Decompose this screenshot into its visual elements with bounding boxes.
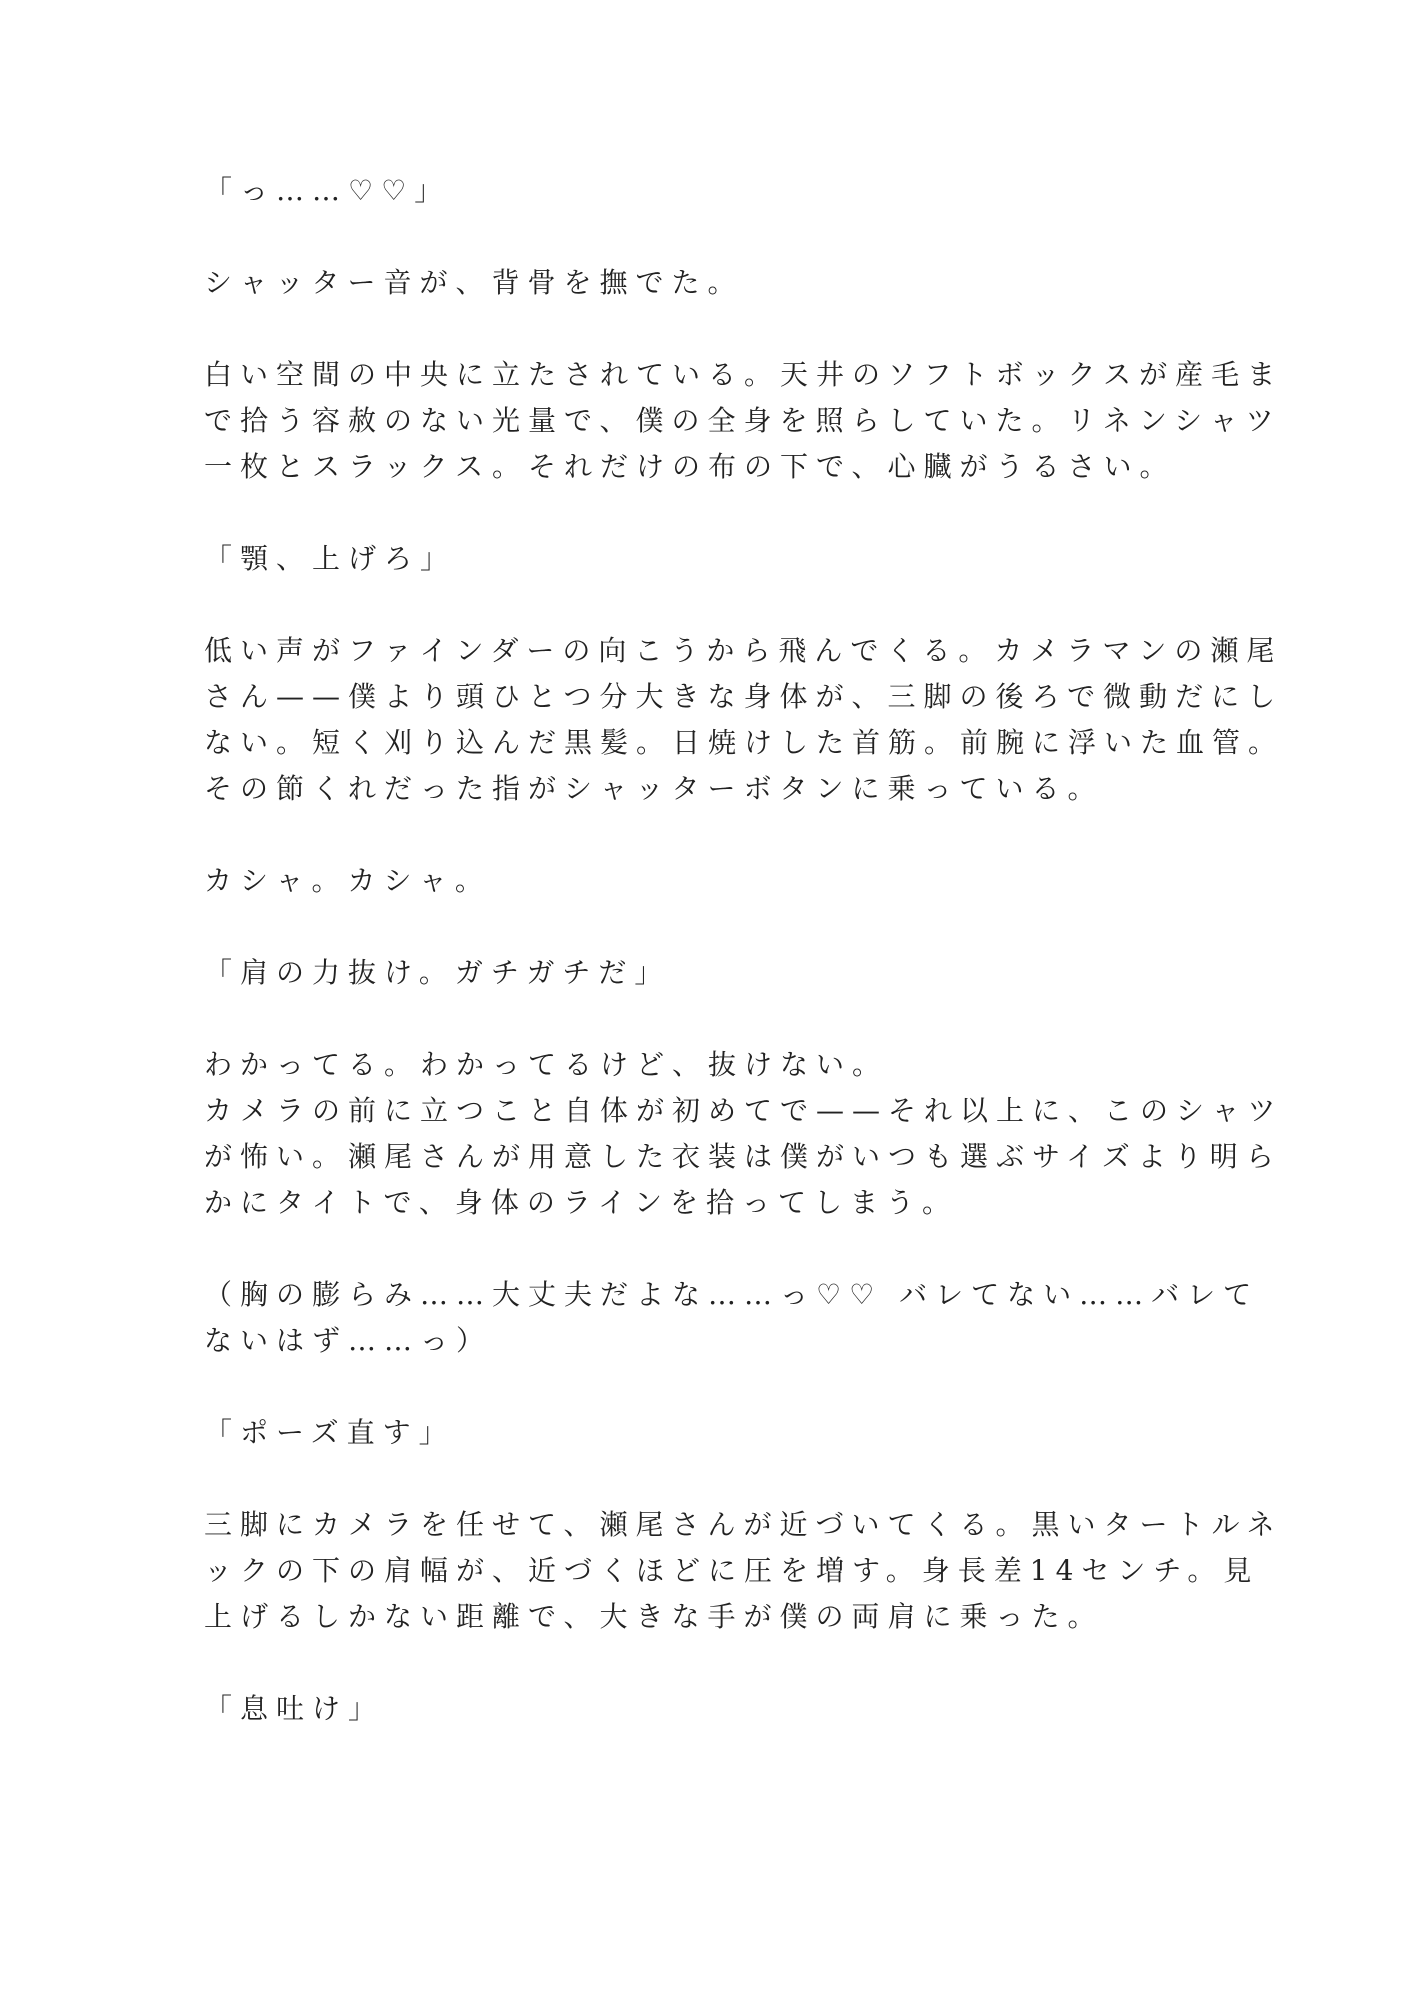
- paragraph-10: [204, 1410, 1214, 1456]
- text-line: カシャ。カシャ。: [204, 864, 491, 897]
- text-line: （胸の膨らみ……大丈夫だよな……っ♡♡ バレてない……バレて: [204, 1278, 1260, 1311]
- text-body: [204, 168, 1285, 1778]
- text-line: 低い声がファインダーの向こうから飛んでくる。カメラマンの瀬尾: [204, 634, 1283, 667]
- paragraph-2: [204, 260, 1214, 306]
- text-line: わかってる。わかってるけど、抜けない。: [204, 1048, 889, 1081]
- text-line: 上げるしかない距離で、大きな手が僕の両肩に乗った。: [204, 1600, 1104, 1633]
- paragraph-11: [204, 1502, 1283, 1640]
- text-line: 一枚とスラックス。それだけの布の下で、心臓がうるさい。: [204, 450, 1176, 483]
- text-line: 白い空間の中央に立たされている。天井のソフトボックスが産毛ま: [204, 358, 1284, 391]
- text-line: 「顎、上げろ」: [204, 542, 457, 575]
- text-line: 「ポーズ直す」: [204, 1416, 455, 1449]
- text-line: 三脚にカメラを任せて、瀬尾さんが近づいてくる。黒いタートルネ: [204, 1508, 1283, 1541]
- text-line: が怖い。瀬尾さんが用意した衣装は僕がいつも選ぶサイズより明ら: [204, 1140, 1282, 1173]
- text-line: ないはず……っ）: [204, 1324, 493, 1357]
- text-line: で拾う容赦のない光量で、僕の全身を照らしていた。リネンシャツ: [204, 404, 1282, 437]
- paragraph-6: [204, 858, 1214, 904]
- text-line: カメラの前に立つこと自体が初めてで——それ以上に、このシャツ: [204, 1094, 1284, 1127]
- paragraph-8: [204, 1042, 1284, 1226]
- paragraph-3: [204, 352, 1284, 490]
- text-line: かにタイトで、身体のラインを拾ってしまう。: [204, 1186, 959, 1219]
- text-line: ない。短く刈り込んだ黒髪。日焼けした首筋。前腕に浮いた血管。: [204, 726, 1285, 759]
- text-line: 「息吐け」: [204, 1692, 385, 1725]
- text-line: ックの下の肩幅が、近づくほどに圧を増す。身長差14センチ。見: [204, 1554, 1260, 1587]
- text-line: 「っ……♡♡」: [204, 174, 451, 207]
- paragraph-4: [204, 536, 1214, 582]
- paragraph-9: [204, 1272, 1260, 1364]
- paragraph-1: [204, 168, 1214, 214]
- paragraph-12: [204, 1686, 1214, 1732]
- text-line: シャッター音が、背骨を撫でた。: [204, 266, 744, 299]
- text-line: さん——僕より頭ひとつ分大きな身体が、三脚の後ろで微動だにし: [204, 680, 1284, 713]
- paragraph-7: [204, 950, 1214, 996]
- text-line: その節くれだった指がシャッターボタンに乗っている。: [204, 772, 1104, 805]
- text-line: 「肩の力抜け。ガチガチだ」: [204, 956, 671, 989]
- paragraph-5: [204, 628, 1285, 812]
